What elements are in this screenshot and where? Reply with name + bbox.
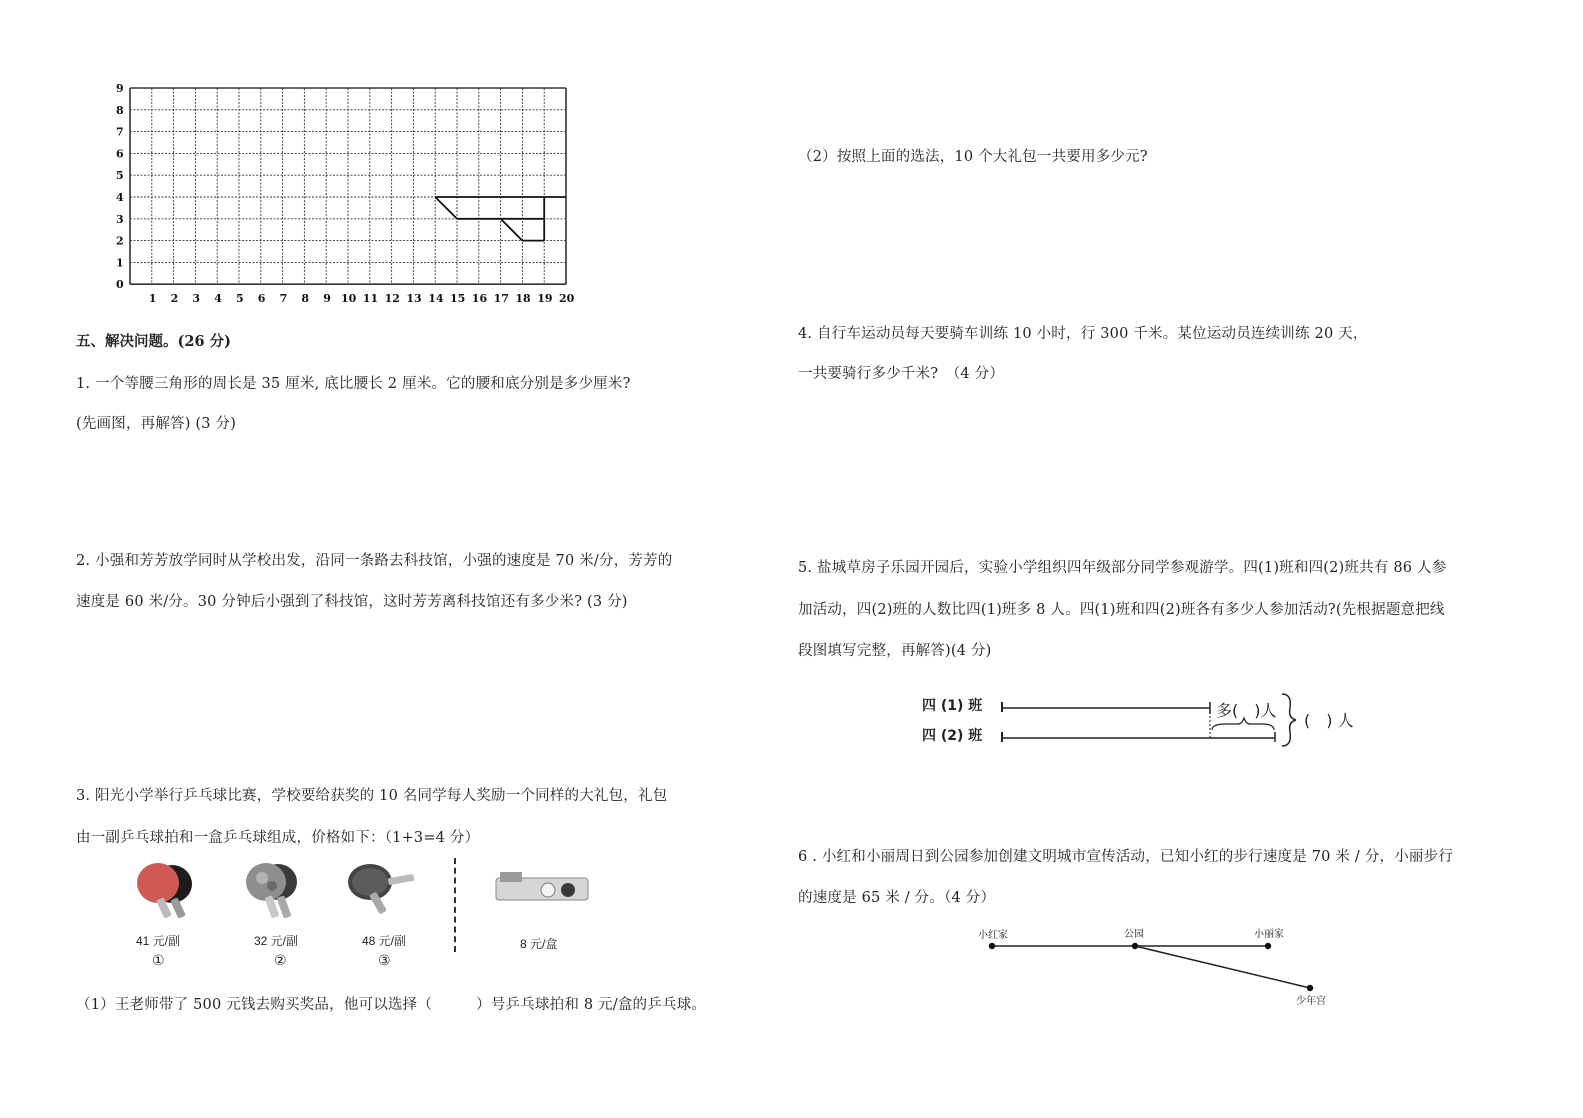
y-axis-label: 9 (116, 82, 124, 95)
paddle-3-price: 48 元/副 (362, 934, 407, 948)
x-axis-label: 1 (148, 292, 157, 306)
x-axis-label: 15 (450, 292, 466, 306)
y-axis-labels (116, 82, 124, 291)
xiaohong-home-label: 小红家 (978, 930, 1008, 941)
segment-class2-label: 四 (2) 班 (922, 728, 983, 744)
x-axis-labels (149, 292, 575, 305)
q6-text-line2: 的速度是 65 米 / 分。（4 分） (798, 890, 996, 906)
q5-text-line3: 段图填写完整，再解答)(4 分) (798, 643, 992, 659)
q3-sub2-text: （2）按照上面的选法，10 个大礼包一共要用多少元? (798, 149, 1148, 165)
paddle-1-image (128, 860, 200, 928)
x-axis-label: 5 (236, 292, 244, 306)
q3-text-line1: 3. 阳光小学举行乒乓球比赛，学校要给获奖的 10 名同学每人奖励一个同样的大礼包，礼包 (76, 788, 668, 804)
x-axis-label: 19 (537, 292, 553, 306)
grid-svg (108, 78, 588, 310)
y-axis-label: 7 (116, 125, 124, 139)
youth-palace-dot (1307, 985, 1313, 991)
paddle-1-price: 41 元/副 (136, 934, 181, 948)
q1-text-line1: 1. 一个等腰三角形的周长是 35 厘米, 底比腰长 2 厘米。它的腰和底分别是多少厘米? (76, 376, 631, 392)
q1-text-line2: (先画图，再解答) (3 分) (76, 416, 237, 432)
y-axis-label: 1 (116, 256, 124, 270)
x-axis-label: 7 (279, 292, 288, 306)
y-axis-label: 2 (116, 234, 124, 248)
segment-more-label: 多( )人 (1216, 701, 1277, 720)
x-axis-label: 4 (214, 292, 222, 306)
x-axis-label: 6 (257, 292, 266, 306)
ball-box-price: 8 元/盒 (520, 937, 558, 951)
route-map-diagram (960, 920, 1340, 1024)
park-label: 公园 (1124, 929, 1144, 940)
segment-diagram (920, 690, 1380, 758)
x-axis-label: 12 (384, 292, 400, 306)
x-axis-label: 2 (170, 292, 179, 306)
x-axis-label: 13 (406, 292, 422, 306)
x-axis-label: 10 (341, 292, 357, 306)
grid-lines (130, 88, 566, 284)
paddle-1-number: ① (152, 953, 165, 969)
q3-text-line2: 由一副乒乓球拍和一盒乒乓球组成，价格如下：（1+3=4 分） (76, 830, 480, 846)
x-axis-label: 18 (515, 292, 531, 306)
paddle-3-image (344, 860, 424, 928)
x-axis-label: 17 (493, 292, 509, 306)
y-axis-label: 4 (116, 191, 124, 204)
paddle-2-image (238, 860, 310, 928)
segment-class1-label: 四 (1) 班 (922, 698, 983, 714)
y-axis-label: 3 (116, 212, 124, 226)
y-axis-label: 8 (116, 103, 124, 117)
q6-text-line1: 6 . 小红和小丽周日到公园参加创建文明城市宣传活动，已知小红的步行速度是 70 米 / 分，小丽步行 (798, 849, 1454, 865)
q3-sub1-text: （1）王老师带了 500 元钱去购买奖品，他可以选择（ ）号乒乓球拍和 8 元/盒的乒乓球。 (76, 997, 707, 1013)
coordinate-grid-figure (108, 78, 588, 314)
x-axis-label: 3 (192, 292, 201, 306)
paddle-2-price: 32 元/副 (254, 934, 299, 948)
x-axis-label: 16 (471, 292, 488, 306)
x-axis-label: 9 (323, 292, 331, 306)
ball-box-image (492, 868, 592, 912)
shape-segment (501, 219, 523, 241)
youth-palace-label: 少年宫 (1296, 996, 1326, 1007)
xiaohong-home-dot (989, 943, 995, 949)
dashed-divider (454, 858, 456, 952)
paddle-3-number: ③ (378, 953, 391, 969)
paddle-2-number: ② (274, 953, 287, 969)
x-axis-label: 14 (428, 292, 444, 306)
q5-text-line1: 5. 盐城草房子乐园开园后，实验小学组织四年级部分同学参观游学。四(1)班和四(2)班共有 86 人参 (798, 560, 1447, 576)
segment-total-label: ( ) 人 (1304, 711, 1354, 730)
q4-text-line2: 一共要骑行多少千米? （4 分） (798, 366, 1005, 382)
xiaoli-home-label: 小丽家 (1254, 929, 1284, 940)
xiaoli-home-dot (1265, 943, 1271, 949)
y-axis-label: 5 (116, 169, 124, 183)
section-five-heading: 五、解决问题。(26 分) (76, 333, 231, 350)
y-axis-label: 0 (116, 278, 124, 292)
park-dot (1132, 943, 1138, 949)
x-axis-label: 8 (301, 292, 310, 306)
y-axis-label: 6 (116, 147, 124, 161)
q2-text-line2: 速度是 60 米/分。30 分钟后小强到了科技馆，这时芳芳离科技馆还有多少米? (3 分) (76, 594, 628, 610)
x-axis-label: 20 (559, 292, 575, 306)
q5-text-line2: 加活动，四(2)班的人数比四(1)班多 8 人。四(1)班和四(2)班各有多少人参加活动?(先根据题意把线 (798, 602, 1445, 618)
q2-text-line1: 2. 小强和芳芳放学同时从学校出发，沿同一条路去科技馆，小强的速度是 70 米/分，芳芳的 (76, 553, 673, 569)
x-axis-label: 11 (362, 292, 379, 306)
shape-segment (435, 197, 457, 219)
q4-text-line1: 4. 自行车运动员每天要骑车训练 10 小时，行 300 千米。某位运动员连续训练 20 天， (798, 326, 1368, 342)
